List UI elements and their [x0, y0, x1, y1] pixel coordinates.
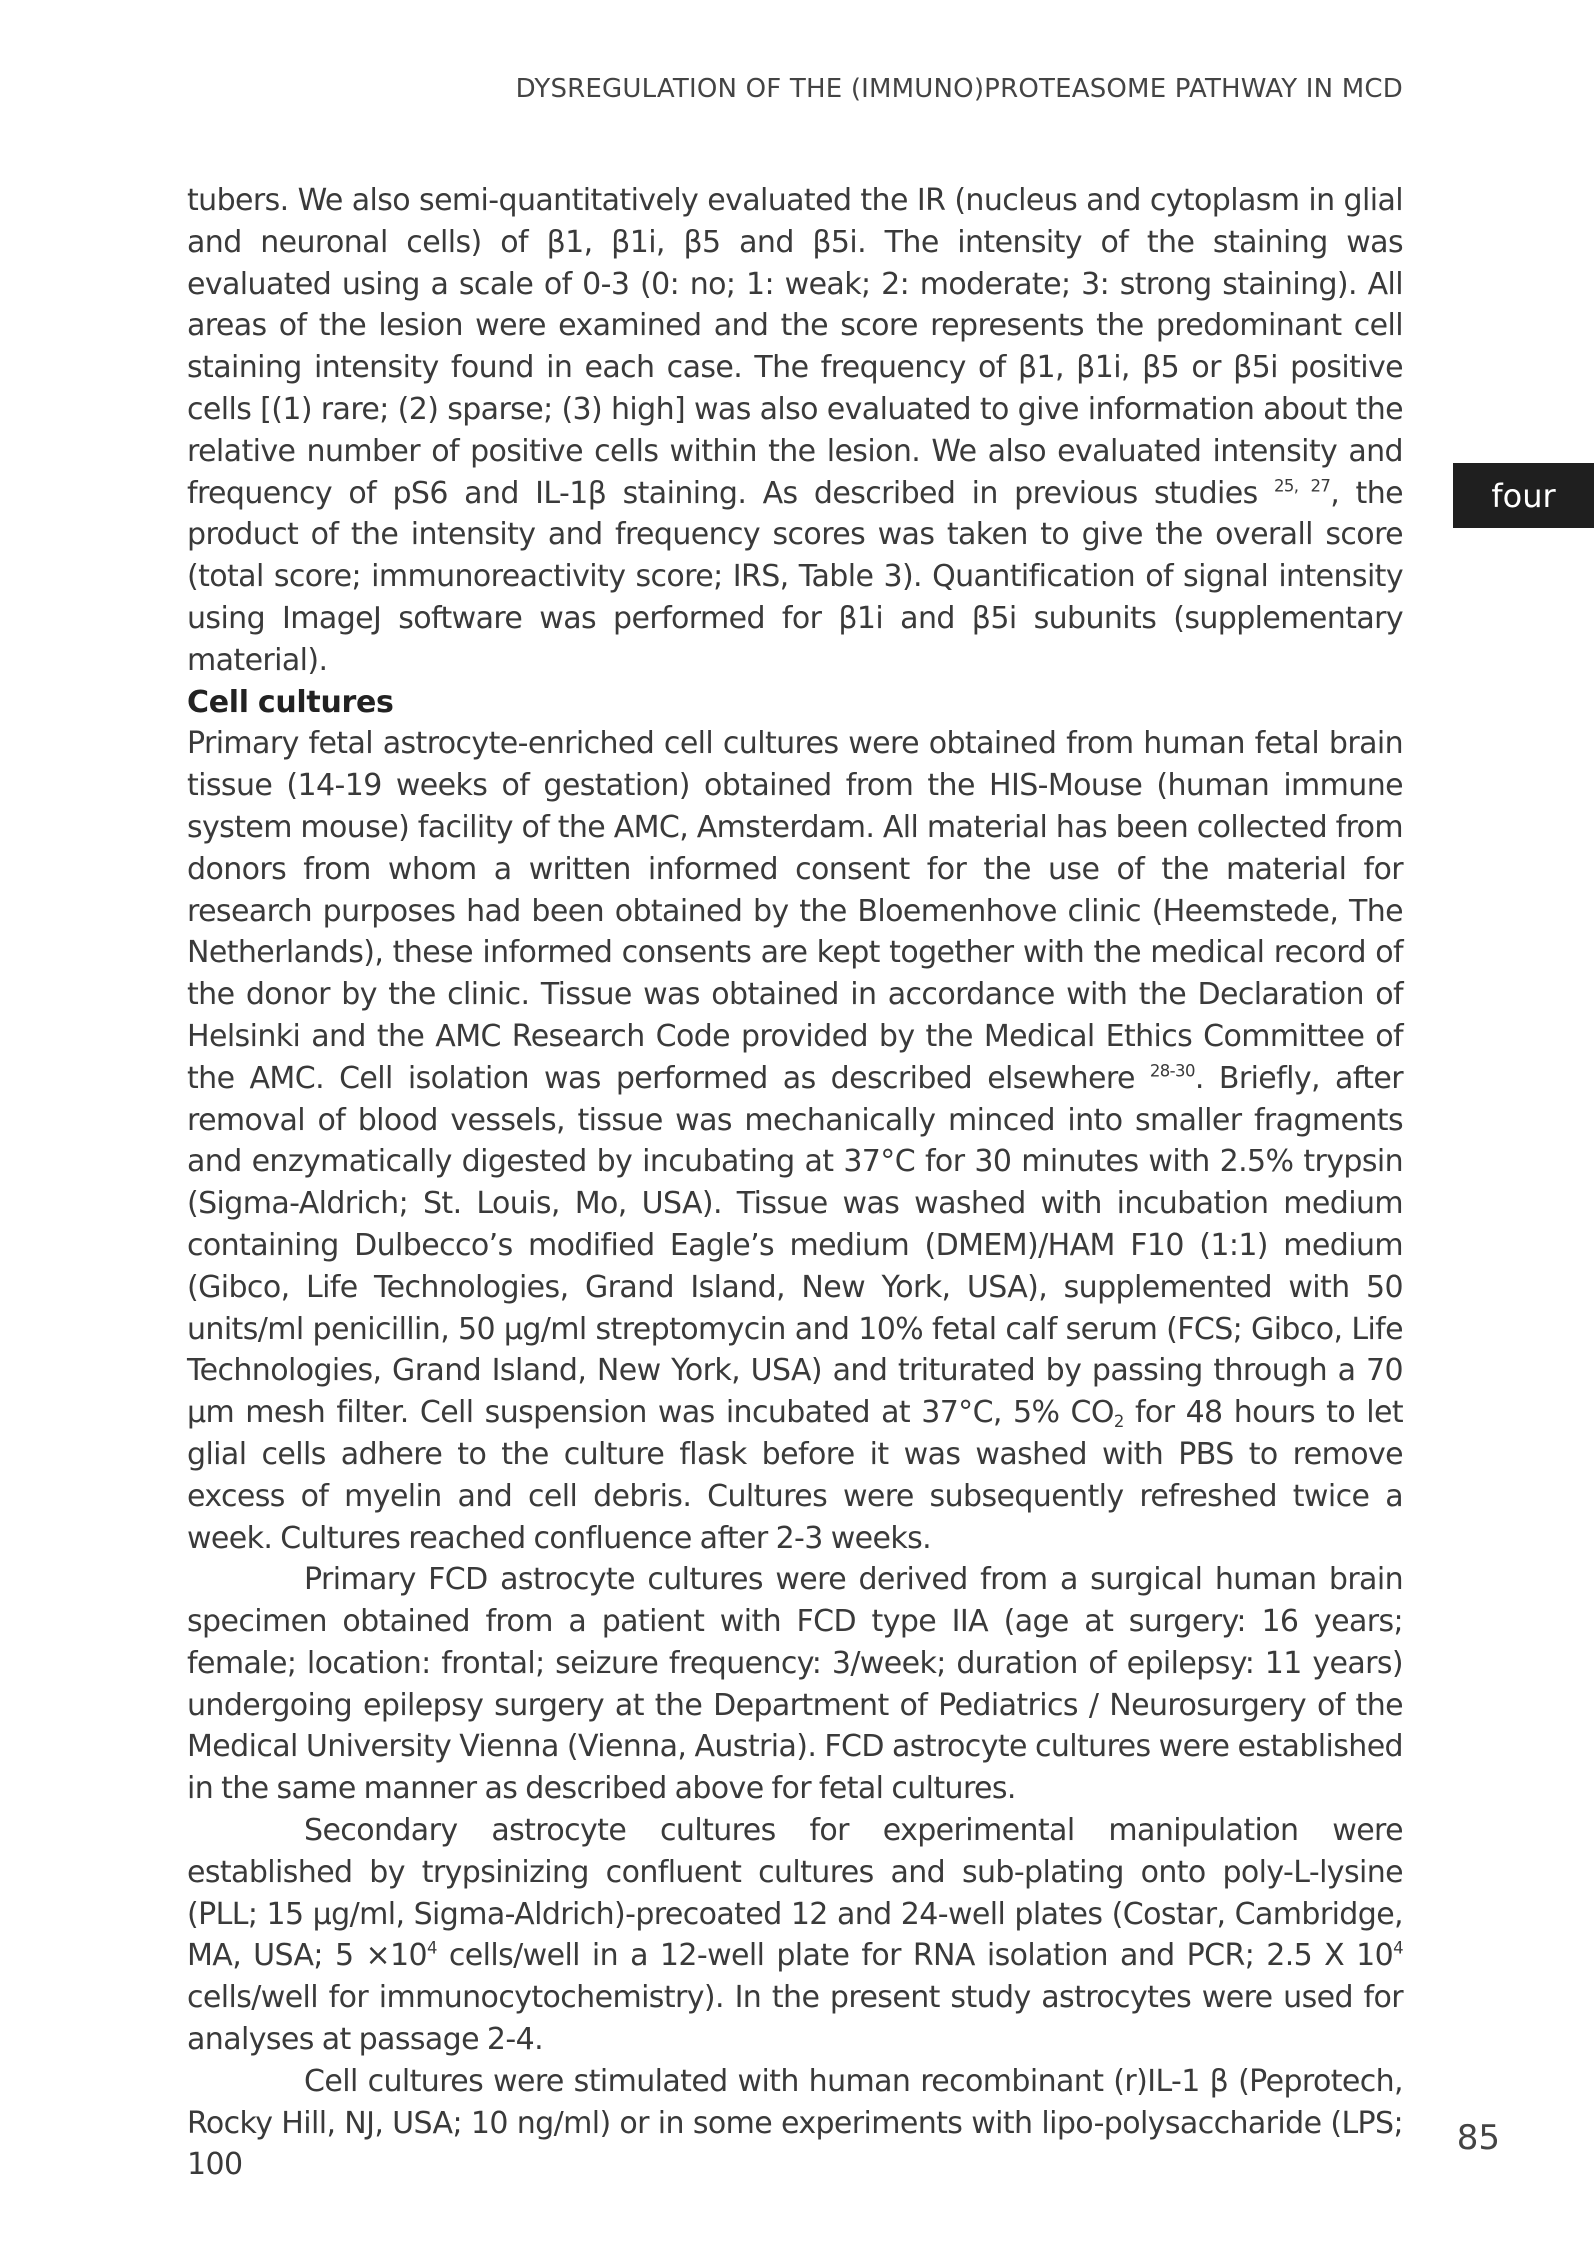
body-text [187, 180, 1403, 2186]
section-heading: Cell cultures [187, 684, 394, 720]
citation-ref: 25, 27 [1273, 476, 1331, 496]
text-segment: Secondary astrocyte cultures for experimental manipulation were established by trypsinizing confluent cultures and sub-plating onto poly-L-lysine (PLL; 15 µg/ml, Sigma-Aldrich)-precoated 12 and 24-well plates (Costar, Cambridge, MA, USA; 5 ×10 [187, 1813, 1403, 1974]
text-segment: cells/well for immunocytochemistry). In the present study astrocytes were used for analyses at passage 2-4. [187, 1980, 1403, 2058]
chapter-tab: four [1453, 463, 1594, 528]
paragraph-secondary-cultures [187, 1810, 1403, 2061]
text-segment: cells/well in a 12-well plate for RNA isolation and PCR; 2.5 X 10 [436, 1938, 1394, 1974]
citation-ref: 28-30 [1149, 1061, 1195, 1081]
text-segment: tubers. We also semi-quantitatively evaluated the IR (nucleus and cytoplasm in glial and neuronal cells) of β1, β1i, β5 and β5i. The intensity of the staining was evaluated using a scale of 0-3 (0: no; 1: weak; 2: moderate; 3: strong staining). All areas of the lesion were examined and the score represents the predominant cell staining intensity found in each case. The frequency of β1, β1i, β5 or β5i positive cells [(1) rare; (2) sparse; (3) high] was also evaluated to give information about the relative number of positive cells within the lesion. We also evaluated intensity and frequency of pS6 and IL-1β staining. As described in previous studies [187, 183, 1403, 511]
text-segment: Primary fetal astrocyte-enriched cell cultures were obtained from human fetal brain tissue (14-19 weeks of gestation) obtained from the HIS-Mouse (human immune system mouse) facility of the AMC, Amsterdam. All material has been collected from donors from whom a written informed consent for the use of the material for research purposes had been obtained by the Bloemenhove clinic (Heemstede, The Netherlands), these informed consents are kept together with the medical record of the donor by the clinic. Tissue was obtained in accordance with the Declaration of Helsinki and the AMC Research Code provided by the Medical Ethics Committee of the AMC. Cell isolation was performed as described elsewhere [187, 726, 1403, 1096]
paragraph-scoring [187, 180, 1403, 682]
page-number: 85 [1456, 2118, 1500, 2158]
paragraph-fcd-cultures: Primary FCD astrocyte cultures were derived from a surgical human brain specimen obtained from a patient with FCD type IIA (age at surgery: 16 years; female; location: frontal; seizure frequency: 3/week; duration of epilepsy: 11 years) undergoing epilepsy surgery at the Department of Pediatrics / Neurosurgery of the Medical University Vienna (Vienna, Austria). FCD astrocyte cultures were established in the same manner as described above for fetal cultures. [187, 1562, 1403, 1807]
text-segment: , the product of the intensity and frequency scores was taken to give the overall score (total score; immunoreactivity score; IRS, Table 3). Quantification of signal intensity using ImageJ software was performed for β1i and β5i subunits (supplementary material). [187, 475, 1403, 678]
paragraph-stimulation: Cell cultures were stimulated with human recombinant (r)IL-1 β (Peprotech, Rocky Hill, NJ, USA; 10 ng/ml) or in some experiments with lipo-polysaccharide (LPS; 100 [187, 2063, 1403, 2183]
superscript: 4 [1393, 1938, 1403, 1958]
paragraph-fetal-cultures [187, 723, 1403, 1559]
text-segment: . Briefly, after removal of blood vessels, tissue was mechanically minced into smaller fragments and enzymatically digested by incubating at 37°C for 30 minutes with 2.5% trypsin (Sigma-Aldrich; St. Louis, Mo, USA). Tissue was washed with incubation medium containing Dulbecco’s modified Eagle’s medium (DMEM)/HAM F10 (1:1) medium (Gibco, Life Technologies, Grand Island, New York, USA), supplemented with 50 units/ml penicillin, 50 µg/ml streptomycin and 10% fetal calf serum (FCS; Gibco, Life Technologies, Grand Island, New York, USA) and triturated by passing through a 70 µm mesh filter. Cell suspension was incubated at 37°C, 5% CO [187, 1060, 1403, 1431]
superscript: 4 [426, 1938, 437, 1958]
text-segment: for 48 hours to let glial cells adhere to the culture flask before it was washed with PBS to remove excess of myelin and cell debris. Cultures were subsequently refreshed twice a week. Cultures reached confluence after 2-3 weeks. [187, 1395, 1404, 1556]
running-head: DYSREGULATION OF THE (IMMUNO)PROTEASOME PATHWAY IN MCD [515, 74, 1403, 104]
subscript: 2 [1113, 1412, 1124, 1432]
